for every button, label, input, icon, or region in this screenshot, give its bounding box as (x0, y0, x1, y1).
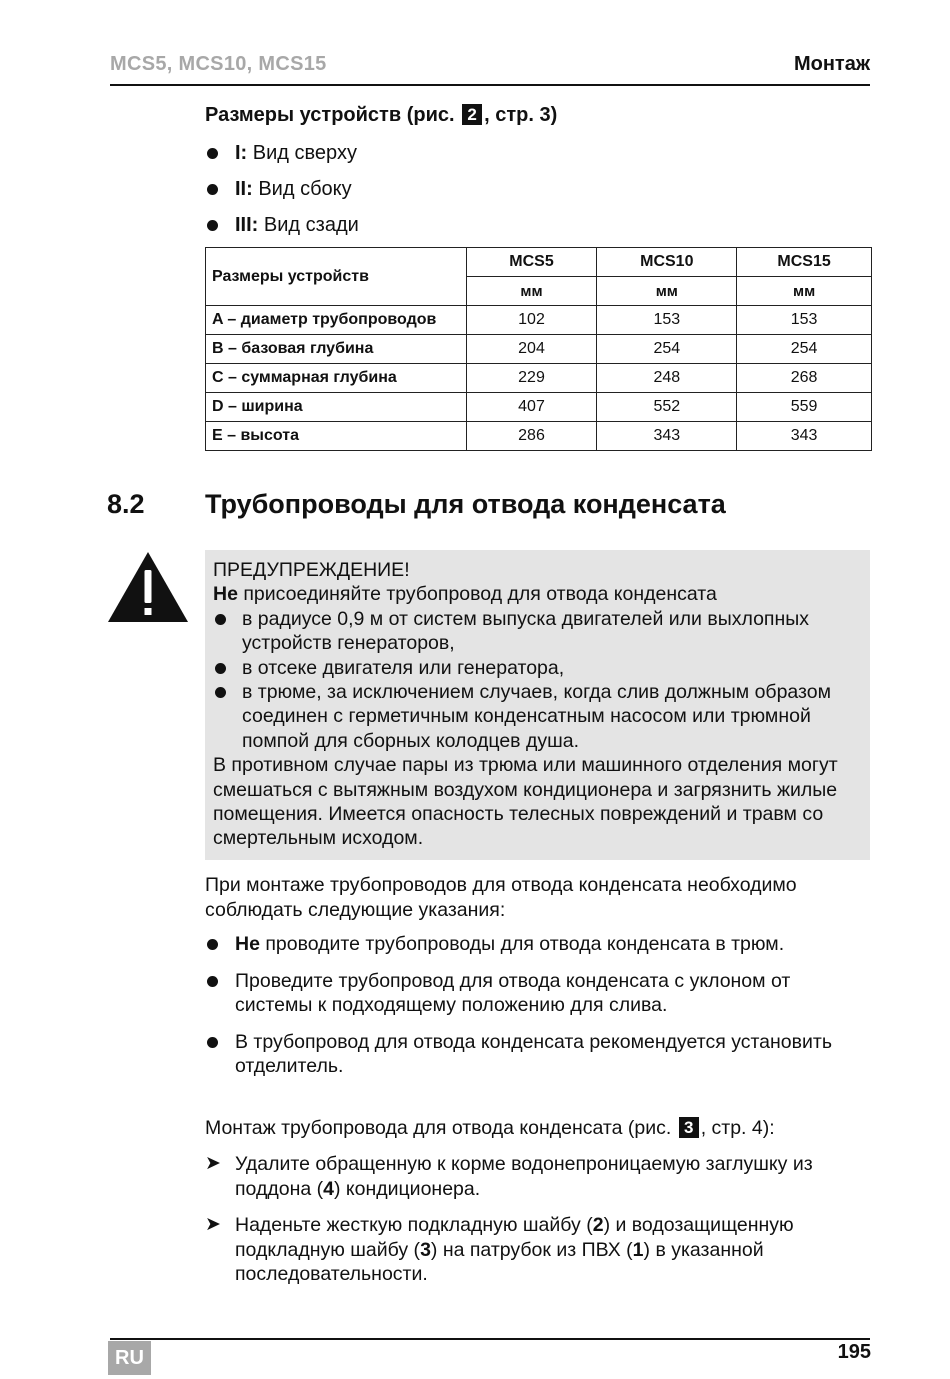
arrow-right-icon: ➤ (205, 1153, 221, 1174)
bullet-icon (207, 148, 218, 159)
table-cell: 268 (737, 364, 872, 393)
instructions-list (205, 932, 873, 1091)
bullet-icon (215, 614, 226, 625)
table-cell: 343 (737, 422, 872, 451)
warning-item: в трюме, за исключением случаев, когда слив должным образом соединен с герметичным конденсатным насосом или трюмной помпой для сборных колодцев душа. (242, 681, 832, 752)
step-text: ) в указанной последовательности. (235, 1238, 764, 1285)
mounting-steps (205, 1152, 873, 1299)
dimensions-table (205, 247, 872, 451)
instructions-intro: При монтаже трубопроводов для отвода конденсата необходимо соблюдать следующие указания: (205, 874, 797, 921)
list-item (205, 176, 359, 212)
bullet-icon (215, 663, 226, 674)
list-item (213, 656, 863, 680)
table-cell: 153 (597, 306, 737, 335)
table-cell: 254 (737, 335, 872, 364)
bullet-icon (207, 184, 218, 195)
view-key: I: (235, 142, 248, 164)
view-text: Вид сзади (263, 214, 359, 236)
table-row (206, 393, 872, 422)
step-text: Удалите обращенную к корме водонепроницаемую заглушку из поддона ( (235, 1153, 813, 1200)
warning-item: в радиусе 0,9 м от систем выпуска двигателей или выхлопных устройств генераторов, (242, 607, 810, 655)
list-item (205, 140, 359, 176)
table-header: MCS10 (597, 248, 737, 277)
item-text: Проведите трубопровод для отвода конденсата с уклоном от системы к подходящему положению для слива. (235, 969, 791, 1016)
step-ref: 2 (592, 1214, 604, 1236)
bullet-icon (207, 976, 218, 987)
table-cell: 254 (597, 335, 737, 364)
step-ref: 4 (323, 1177, 334, 1200)
table-unit: мм (737, 277, 872, 306)
item-bold: Не (235, 933, 260, 955)
mounting-intro-page: , стр. 4): (700, 1117, 775, 1139)
view-key: II: (235, 178, 253, 200)
table-unit: мм (466, 277, 597, 306)
view-text: Вид сверху (252, 142, 357, 164)
list-item (205, 1213, 873, 1287)
list-item (205, 932, 873, 957)
bullet-icon (215, 687, 226, 698)
bullet-icon (207, 939, 218, 950)
list-item (205, 1030, 873, 1079)
mounting-intro-text: Монтаж трубопровода для отвода конденсата (рис. (205, 1117, 672, 1139)
row-label: D – ширина (206, 393, 467, 422)
list-item (213, 680, 863, 753)
step-text: Наденьте жесткую подкладную шайбу ( (235, 1214, 593, 1236)
item-text: проводите трубопроводы для отвода конденсата в трюм. (259, 933, 785, 955)
table-cell: 204 (466, 335, 597, 364)
table-corner: Размеры устройств (206, 248, 467, 306)
item-text: В трубопровод для отвода конденсата рекомендуется установить отделитель. (235, 1030, 832, 1077)
views-list (205, 140, 359, 248)
figure-ref-badge: 2 (462, 104, 482, 125)
list-item (205, 212, 359, 248)
table-cell: 248 (597, 364, 737, 393)
step-text: ) кондиционера. (333, 1177, 481, 1200)
view-text: Вид сбоку (258, 178, 352, 200)
table-cell: 153 (737, 306, 872, 335)
header-models: MCS5, MCS10, MCS15 (110, 53, 327, 75)
table-cell: 102 (466, 306, 597, 335)
step-ref: 3 (420, 1238, 431, 1261)
table-row (206, 364, 872, 393)
row-label: B – базовая глубина (206, 335, 467, 364)
step-ref: 1 (632, 1238, 644, 1261)
row-label: E – высота (206, 422, 467, 451)
view-key: III: (235, 214, 259, 236)
table-cell: 552 (597, 393, 737, 422)
list-item (205, 969, 873, 1018)
language-badge: RU (108, 1341, 151, 1375)
page-number: 195 (837, 1341, 871, 1363)
table-row (206, 422, 872, 451)
row-label: A – диаметр трубопроводов (206, 306, 467, 335)
warning-intro-bold: Не (213, 583, 238, 606)
arrow-right-icon: ➤ (205, 1214, 221, 1235)
figure-ref-badge: 3 (679, 1117, 699, 1138)
step-text: ) и водозащищенную подкладную шайбу ( (235, 1214, 794, 1261)
warning-intro-text: присоединяйте трубопровод для отвода конденсата (237, 583, 717, 606)
header-section: Монтаж (793, 53, 870, 75)
list-item (213, 607, 863, 656)
table-cell: 286 (466, 422, 597, 451)
warning-content (213, 558, 863, 851)
warning-outro: В противном случае пары из трюма или машинного отделения могут смешаться с вытяжным воздухом кондиционера и загрязнить жилые помещения. Имеется опасность телесных повреждений и травм со смертельным исходом. (213, 754, 838, 850)
table-cell: 407 (466, 393, 597, 422)
warning-triangle-icon (106, 550, 190, 624)
section-number: 8.2 (107, 489, 145, 519)
dims-title-text: Размеры устройств (рис. (205, 104, 455, 126)
dims-title-page: , стр. 3) (484, 104, 558, 126)
warning-intro (213, 582, 863, 606)
table-cell: 229 (466, 364, 597, 393)
header-rule (110, 84, 870, 86)
table-header: MCS5 (466, 248, 597, 277)
row-label: C – суммарная глубина (206, 364, 467, 393)
table-row (206, 335, 872, 364)
bullet-icon (207, 220, 218, 231)
bullet-icon (207, 1037, 218, 1048)
table-header: MCS15 (737, 248, 872, 277)
section-title: Трубопроводы для отвода конденсата (205, 489, 726, 519)
table-row (206, 306, 872, 335)
warning-item: в отсеке двигателя или генератора, (242, 656, 565, 679)
table-cell: 343 (597, 422, 737, 451)
table-cell: 559 (737, 393, 872, 422)
warning-heading: ПРЕДУПРЕЖДЕНИЕ! (213, 559, 410, 581)
step-text: ) на патрубок из ПВХ ( (430, 1238, 633, 1261)
mounting-intro (205, 1116, 873, 1141)
dims-title (205, 104, 557, 127)
list-item (205, 1152, 873, 1201)
footer-rule (110, 1338, 870, 1340)
table-unit: мм (597, 277, 737, 306)
